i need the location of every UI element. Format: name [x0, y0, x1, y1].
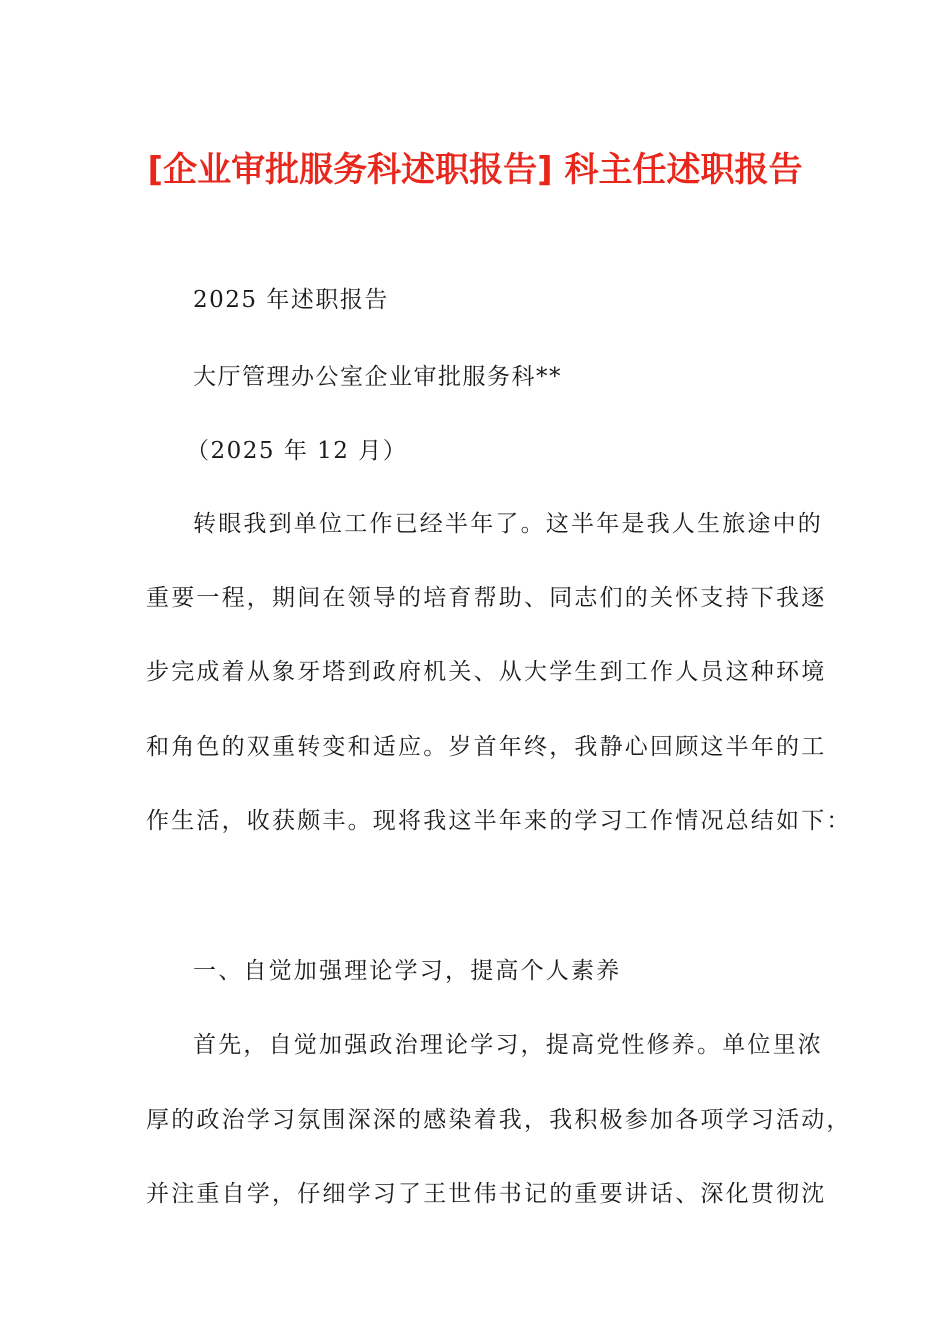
section-1-line-2: 厚的政治学习氛围深深的感染着我，我积极参加各项学习活动， — [146, 1107, 852, 1133]
doc-label: 2025 年述职报告 — [193, 287, 389, 313]
intro-line-5: 作生活，收获颇丰。现将我这半年来的学习工作情况总结如下： — [146, 808, 852, 834]
document-title: [企业审批服务科述职报告] 科主任述职报告 — [147, 150, 803, 190]
intro-line-1: 转眼我到单位工作已经半年了。这半年是我人生旅途中的 — [193, 511, 823, 537]
intro-line-3: 步完成着从象牙塔到政府机关、从大学生到工作人员这种环境 — [146, 659, 827, 685]
intro-line-2: 重要一程，期间在领导的培育帮助、同志们的关怀支持下我逐 — [146, 585, 827, 611]
department-line: 大厅管理办公室企业审批服务科** — [193, 364, 562, 390]
date-line: （2025 年 12 月） — [186, 438, 408, 464]
intro-line-4: 和角色的双重转变和适应。岁首年终，我静心回顾这半年的工 — [146, 734, 827, 760]
section-1-line-1: 首先，自觉加强政治理论学习，提高党性修养。单位里浓 — [193, 1032, 823, 1058]
section-1-line-3: 并注重自学，仔细学习了王世伟书记的重要讲话、深化贯彻沈 — [146, 1181, 827, 1207]
section-1-heading: 一、自觉加强理论学习，提高个人素养 — [193, 958, 622, 984]
